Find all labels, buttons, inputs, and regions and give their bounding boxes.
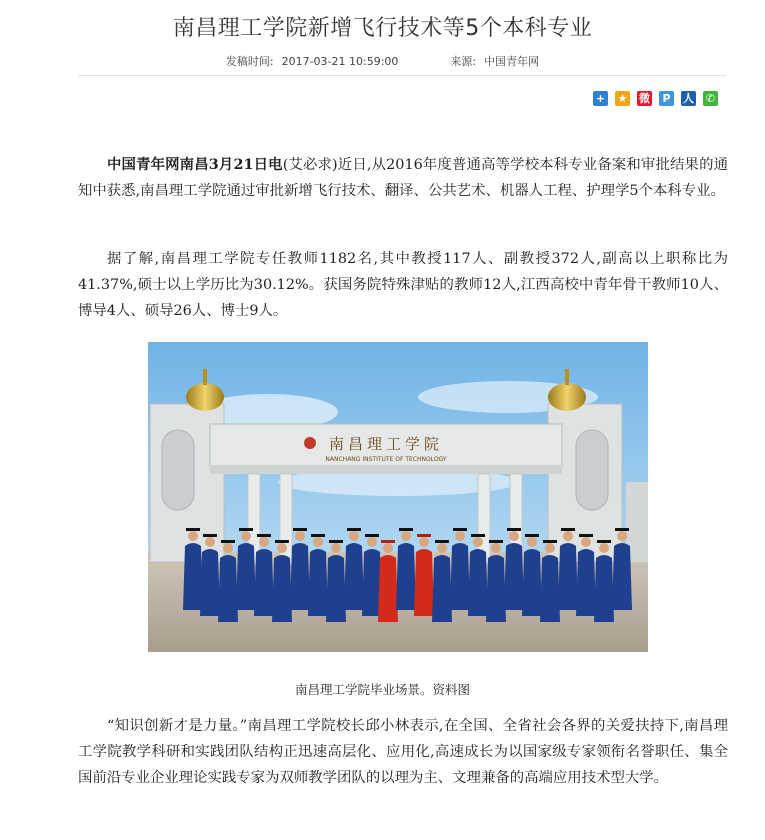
article-title: 南昌理工学院新增飞行技术等5个本科专业	[172, 16, 593, 41]
paragraph-lead: 中国青年网南昌3月21日电	[107, 156, 283, 173]
paragraph-1	[78, 152, 728, 204]
share-more-icon[interactable]: +	[593, 91, 608, 106]
weibo-icon[interactable]: 微	[639, 92, 650, 105]
paragraph-text: 据了解,南昌理工学院专任教师1182名,其中教授117人、副教授372人,副高以上职称比为41.37%,硕士以上学历比为30.12%。获国务院特殊津贴的教师12人,江西高校中青年骨干教师10人、博导4人、硕导26人、博士9人。	[78, 251, 728, 319]
gate-sign-en: NANCHANG INSTITUTE OF TECHNOLOGY	[325, 456, 447, 463]
paragraph-text: “知识创新才是力量。”南昌理工学院校长邱小林表示,在全国、全省社会各界的关爱扶持下,南昌理工学院教学科研和实践团队结构正迅速高层化、应用化,高速成长为以国家级专家领衔名誉职任、集全国前沿专业企业理论实践专家为双师教学团队的以理为主、文理兼备的高端应用技术型大学。	[78, 718, 728, 786]
divider	[78, 75, 726, 76]
source-value[interactable]: 中国青年网	[484, 55, 540, 68]
graduation-photo	[148, 342, 648, 652]
wechat-icon[interactable]: ✆	[703, 91, 718, 106]
source-label: 来源:	[450, 55, 477, 68]
paragraph-text: (艾必求)近日,从2016年度普通高等学校本科专业备案和审批结果的通知中获悉,南昌理工学院通过审批新增飞行技术、翻译、公共艺术、机器人工程、护理学5个本科专业。	[78, 157, 728, 199]
date-label: 发稿时间:	[225, 55, 274, 68]
paragraph-2	[78, 246, 728, 324]
renren-icon[interactable]: 人	[683, 92, 694, 105]
tencent-weibo-icon[interactable]: P	[659, 91, 674, 106]
share-bar	[593, 91, 718, 106]
photo-caption: 南昌理工学院毕业场景。资料图	[294, 682, 470, 697]
qzone-icon[interactable]: ★	[615, 91, 630, 106]
article-meta	[0, 53, 765, 69]
date-value: 2017-03-21 10:59:00	[281, 55, 399, 68]
gate-sign: 南昌理工学院	[328, 435, 444, 453]
paragraph-3	[78, 713, 728, 791]
